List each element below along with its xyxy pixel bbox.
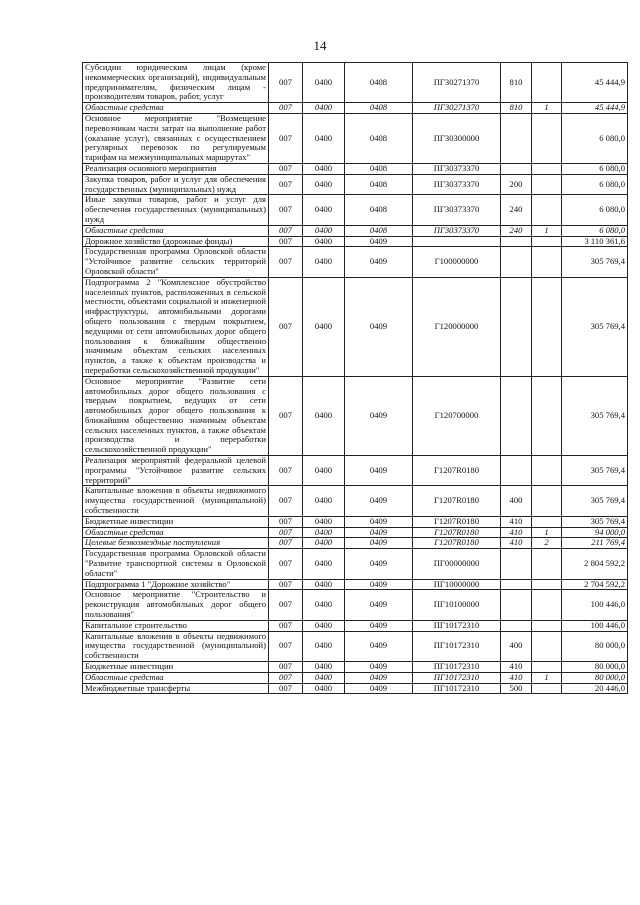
expense-type-cell: 400 — [501, 631, 532, 661]
item-name-cell: Государственная программа Орловской области "Развитие транспортной системы в Орловской области" — [83, 549, 269, 579]
expense-type-cell: 410 — [501, 672, 532, 683]
target-article-cell: Г120000000 — [413, 277, 501, 376]
funding-source-cell — [532, 549, 562, 579]
expense-type-cell — [501, 456, 532, 486]
item-name-cell: Областные средства — [83, 103, 269, 114]
amount-cell: 80 000,0 — [562, 631, 628, 661]
item-name-cell: Реализация мероприятий федеральной целевой программы "Устойчивое развитие сельских территорий" — [83, 456, 269, 486]
target-article-cell: ПГ30373370 — [413, 195, 501, 225]
section-code-cell: 0400 — [303, 672, 345, 683]
expense-type-cell — [501, 549, 532, 579]
item-name-cell: Капитальные вложения в объекты недвижимого имущества государственной (муниципальной) собственности — [83, 486, 269, 516]
section-code-cell: 0400 — [303, 113, 345, 163]
ministry-code-cell: 007 — [269, 538, 303, 549]
funding-source-cell — [532, 195, 562, 225]
subsection-code-cell: 0409 — [345, 620, 413, 631]
section-code-cell: 0400 — [303, 103, 345, 114]
expense-type-cell — [501, 113, 532, 163]
ministry-code-cell: 007 — [269, 516, 303, 527]
table-row — [83, 456, 628, 486]
amount-cell: 6 080,0 — [562, 163, 628, 174]
table-row — [83, 277, 628, 376]
amount-cell: 305 769,4 — [562, 247, 628, 277]
target-article-cell: ПГ30373370 — [413, 225, 501, 236]
amount-cell: 305 769,4 — [562, 456, 628, 486]
item-name-cell: Субсидии юридическим лицам (кроме некоммерческих организаций), индивидуальным предпринимателям, физическим лицам - производителям товаров, работ, услуг — [83, 63, 269, 103]
target-article-cell: Г1207R0180 — [413, 527, 501, 538]
amount-cell: 45 444,9 — [562, 103, 628, 114]
table-row — [83, 590, 628, 620]
table-row — [83, 549, 628, 579]
expense-type-cell: 410 — [501, 538, 532, 549]
target-article-cell: ПГ30300000 — [413, 113, 501, 163]
item-name-cell: Областные средства — [83, 672, 269, 683]
target-article-cell: ПГ00000000 — [413, 549, 501, 579]
table-row — [83, 631, 628, 661]
amount-cell: 80 000,0 — [562, 672, 628, 683]
table-row — [83, 225, 628, 236]
ministry-code-cell: 007 — [269, 236, 303, 247]
item-name-cell: Дорожное хозяйство (дорожные фонды) — [83, 236, 269, 247]
amount-cell: 6 080,0 — [562, 113, 628, 163]
section-code-cell: 0400 — [303, 277, 345, 376]
amount-cell: 6 080,0 — [562, 225, 628, 236]
expense-type-cell: 810 — [501, 103, 532, 114]
table-row — [83, 103, 628, 114]
target-article-cell: ПГ10172310 — [413, 620, 501, 631]
funding-source-cell — [532, 631, 562, 661]
subsection-code-cell: 0408 — [345, 195, 413, 225]
ministry-code-cell: 007 — [269, 579, 303, 590]
amount-cell: 100 446,0 — [562, 590, 628, 620]
section-code-cell: 0400 — [303, 195, 345, 225]
amount-cell: 6 080,0 — [562, 174, 628, 195]
table-row — [83, 579, 628, 590]
funding-source-cell — [532, 113, 562, 163]
target-article-cell — [413, 236, 501, 247]
subsection-code-cell: 0409 — [345, 376, 413, 455]
section-code-cell: 0400 — [303, 590, 345, 620]
table-row — [83, 376, 628, 455]
item-name-cell: Подпрограмма 1 "Дорожное хозяйство" — [83, 579, 269, 590]
item-name-cell: Закупка товаров, работ и услуг для обеспечения государственных (муниципальных) нужд — [83, 174, 269, 195]
section-code-cell: 0400 — [303, 549, 345, 579]
subsection-code-cell: 0409 — [345, 631, 413, 661]
table-row — [83, 174, 628, 195]
funding-source-cell — [532, 516, 562, 527]
target-article-cell: ПГ10172310 — [413, 683, 501, 694]
funding-source-cell: 1 — [532, 103, 562, 114]
item-name-cell: Иные закупки товаров, работ и услуг для обеспечения государственных (муниципальных) нужд — [83, 195, 269, 225]
ministry-code-cell: 007 — [269, 631, 303, 661]
section-code-cell: 0400 — [303, 683, 345, 694]
funding-source-cell — [532, 174, 562, 195]
ministry-code-cell: 007 — [269, 549, 303, 579]
table-row — [83, 163, 628, 174]
section-code-cell: 0400 — [303, 63, 345, 103]
target-article-cell: Г1207R0180 — [413, 538, 501, 549]
section-code-cell: 0400 — [303, 579, 345, 590]
amount-cell: 305 769,4 — [562, 486, 628, 516]
subsection-code-cell: 0409 — [345, 527, 413, 538]
amount-cell: 80 000,0 — [562, 662, 628, 673]
target-article-cell: Г1207R0180 — [413, 516, 501, 527]
expense-type-cell: 410 — [501, 527, 532, 538]
amount-cell: 45 444,9 — [562, 63, 628, 103]
expense-type-cell: 240 — [501, 225, 532, 236]
expense-type-cell: 410 — [501, 516, 532, 527]
expense-type-cell — [501, 590, 532, 620]
ministry-code-cell: 007 — [269, 113, 303, 163]
target-article-cell: ПГ10000000 — [413, 579, 501, 590]
ministry-code-cell: 007 — [269, 672, 303, 683]
expense-type-cell — [501, 163, 532, 174]
amount-cell: 94 000,0 — [562, 527, 628, 538]
expense-type-cell: 810 — [501, 63, 532, 103]
page-number: 14 — [313, 38, 327, 53]
subsection-code-cell: 0408 — [345, 225, 413, 236]
ministry-code-cell: 007 — [269, 662, 303, 673]
section-code-cell: 0400 — [303, 486, 345, 516]
item-name-cell: Основное мероприятие "Возмещение перевозчикам части затрат на выполнение работ (оказание услуг), связанных с осуществлением регулярных перевозок по регулируемым тарифам на межмуниципальных маршрутах" — [83, 113, 269, 163]
expense-type-cell: 200 — [501, 174, 532, 195]
section-code-cell: 0400 — [303, 225, 345, 236]
section-code-cell: 0400 — [303, 163, 345, 174]
target-article-cell: Г1207R0180 — [413, 456, 501, 486]
section-code-cell: 0400 — [303, 527, 345, 538]
funding-source-cell — [532, 376, 562, 455]
item-name-cell: Подпрограмма 2 "Комплексное обустройство населенных пунктов, расположенных в сельской местности, объектами социальной и инженерной инфраструктуры, автомобильными дорогами общего пользования с твердым покрытием, ведущими от сети автомобильных дорог общего пользования к ближайшим общественно значимым объектам сельских населенных пунктов, а также к объектам производства и переработки сельскохозяйственной продукции" — [83, 277, 269, 376]
ministry-code-cell: 007 — [269, 486, 303, 516]
table-row — [83, 662, 628, 673]
subsection-code-cell: 0409 — [345, 538, 413, 549]
subsection-code-cell: 0409 — [345, 579, 413, 590]
ministry-code-cell: 007 — [269, 247, 303, 277]
section-code-cell: 0400 — [303, 376, 345, 455]
table-row — [83, 113, 628, 163]
ministry-code-cell: 007 — [269, 225, 303, 236]
ministry-code-cell: 007 — [269, 174, 303, 195]
ministry-code-cell: 007 — [269, 103, 303, 114]
subsection-code-cell: 0409 — [345, 247, 413, 277]
expense-type-cell — [501, 376, 532, 455]
section-code-cell: 0400 — [303, 456, 345, 486]
ministry-code-cell: 007 — [269, 620, 303, 631]
subsection-code-cell: 0409 — [345, 590, 413, 620]
funding-source-cell — [532, 277, 562, 376]
ministry-code-cell: 007 — [269, 195, 303, 225]
item-name-cell: Межбюджетные трансферты — [83, 683, 269, 694]
amount-cell: 100 446,0 — [562, 620, 628, 631]
ministry-code-cell: 007 — [269, 277, 303, 376]
funding-source-cell — [532, 662, 562, 673]
amount-cell: 2 804 592,2 — [562, 549, 628, 579]
expense-type-cell — [501, 236, 532, 247]
section-code-cell: 0400 — [303, 174, 345, 195]
table-row — [83, 672, 628, 683]
funding-source-cell — [532, 247, 562, 277]
expense-type-cell — [501, 579, 532, 590]
target-article-cell: ПГ30373370 — [413, 174, 501, 195]
table-row — [83, 236, 628, 247]
subsection-code-cell: 0409 — [345, 516, 413, 527]
target-article-cell: ПГ30271370 — [413, 103, 501, 114]
expense-type-cell — [501, 620, 532, 631]
expense-type-cell: 240 — [501, 195, 532, 225]
item-name-cell: Основное мероприятие "Развитие сети автомобильных дорог общего пользования с твердым покрытием, ведущих от сети автомобильных дорог общего пользования к ближайшим общественно значимым объектам сельских населенных пунктов, а также объектам производства и переработки сельскохозяйственной продукции" — [83, 376, 269, 455]
funding-source-cell — [532, 620, 562, 631]
subsection-code-cell: 0408 — [345, 103, 413, 114]
item-name-cell: Бюджетные инвестиции — [83, 662, 269, 673]
amount-cell: 305 769,4 — [562, 376, 628, 455]
funding-source-cell — [532, 456, 562, 486]
ministry-code-cell: 007 — [269, 163, 303, 174]
expense-type-cell: 410 — [501, 662, 532, 673]
table-row — [83, 516, 628, 527]
funding-source-cell — [532, 63, 562, 103]
amount-cell: 3 110 361,6 — [562, 236, 628, 247]
item-name-cell: Областные средства — [83, 225, 269, 236]
item-name-cell: Основное мероприятие "Строительство и реконструкция автомобильных дорог общего пользования" — [83, 590, 269, 620]
amount-cell: 211 769,4 — [562, 538, 628, 549]
item-name-cell: Капитальное строительство — [83, 620, 269, 631]
table-row — [83, 538, 628, 549]
section-code-cell: 0400 — [303, 662, 345, 673]
target-article-cell: ПГ10100000 — [413, 590, 501, 620]
expense-type-cell: 500 — [501, 683, 532, 694]
budget-table — [82, 62, 628, 694]
subsection-code-cell: 0408 — [345, 174, 413, 195]
amount-cell: 6 080,0 — [562, 195, 628, 225]
table-row — [83, 527, 628, 538]
target-article-cell: ПГ10172310 — [413, 662, 501, 673]
funding-source-cell — [532, 590, 562, 620]
subsection-code-cell: 0409 — [345, 486, 413, 516]
section-code-cell: 0400 — [303, 236, 345, 247]
funding-source-cell — [532, 579, 562, 590]
item-name-cell: Областные средства — [83, 527, 269, 538]
subsection-code-cell: 0409 — [345, 277, 413, 376]
subsection-code-cell: 0409 — [345, 549, 413, 579]
target-article-cell: ПГ30373370 — [413, 163, 501, 174]
subsection-code-cell: 0408 — [345, 163, 413, 174]
funding-source-cell — [532, 683, 562, 694]
item-name-cell: Капитальные вложения в объекты недвижимого имущества государственной (муниципальной) собственности — [83, 631, 269, 661]
subsection-code-cell: 0409 — [345, 672, 413, 683]
amount-cell: 2 704 592,2 — [562, 579, 628, 590]
funding-source-cell — [532, 236, 562, 247]
ministry-code-cell: 007 — [269, 456, 303, 486]
ministry-code-cell: 007 — [269, 683, 303, 694]
subsection-code-cell: 0409 — [345, 662, 413, 673]
section-code-cell: 0400 — [303, 631, 345, 661]
amount-cell: 305 769,4 — [562, 277, 628, 376]
funding-source-cell: 1 — [532, 527, 562, 538]
target-article-cell: ПГ10172310 — [413, 631, 501, 661]
expense-type-cell: 400 — [501, 486, 532, 516]
target-article-cell: Г120700000 — [413, 376, 501, 455]
funding-source-cell — [532, 163, 562, 174]
table-row — [83, 195, 628, 225]
section-code-cell: 0400 — [303, 538, 345, 549]
table-row — [83, 620, 628, 631]
target-article-cell: ПГ30271370 — [413, 63, 501, 103]
funding-source-cell — [532, 486, 562, 516]
subsection-code-cell: 0409 — [345, 456, 413, 486]
section-code-cell: 0400 — [303, 516, 345, 527]
item-name-cell: Реализация основного мероприятия — [83, 163, 269, 174]
amount-cell: 20 446,0 — [562, 683, 628, 694]
ministry-code-cell: 007 — [269, 376, 303, 455]
table-row — [83, 683, 628, 694]
subsection-code-cell: 0409 — [345, 236, 413, 247]
funding-source-cell: 1 — [532, 225, 562, 236]
item-name-cell: Целевые безвозмездные поступления — [83, 538, 269, 549]
target-article-cell: Г1207R0180 — [413, 486, 501, 516]
ministry-code-cell: 007 — [269, 527, 303, 538]
table-row — [83, 63, 628, 103]
subsection-code-cell: 0409 — [345, 683, 413, 694]
section-code-cell: 0400 — [303, 247, 345, 277]
amount-cell: 305 769,4 — [562, 516, 628, 527]
target-article-cell: Г100000000 — [413, 247, 501, 277]
subsection-code-cell: 0408 — [345, 113, 413, 163]
section-code-cell: 0400 — [303, 620, 345, 631]
item-name-cell: Бюджетные инвестиции — [83, 516, 269, 527]
funding-source-cell: 1 — [532, 672, 562, 683]
expense-type-cell — [501, 277, 532, 376]
budget-table-body — [83, 63, 628, 694]
ministry-code-cell: 007 — [269, 63, 303, 103]
subsection-code-cell: 0408 — [345, 63, 413, 103]
item-name-cell: Государственная программа Орловской области "Устойчивое развитие сельских территорий Орловской области" — [83, 247, 269, 277]
target-article-cell: ПГ10172310 — [413, 672, 501, 683]
table-row — [83, 486, 628, 516]
ministry-code-cell: 007 — [269, 590, 303, 620]
table-row — [83, 247, 628, 277]
expense-type-cell — [501, 247, 532, 277]
funding-source-cell: 2 — [532, 538, 562, 549]
